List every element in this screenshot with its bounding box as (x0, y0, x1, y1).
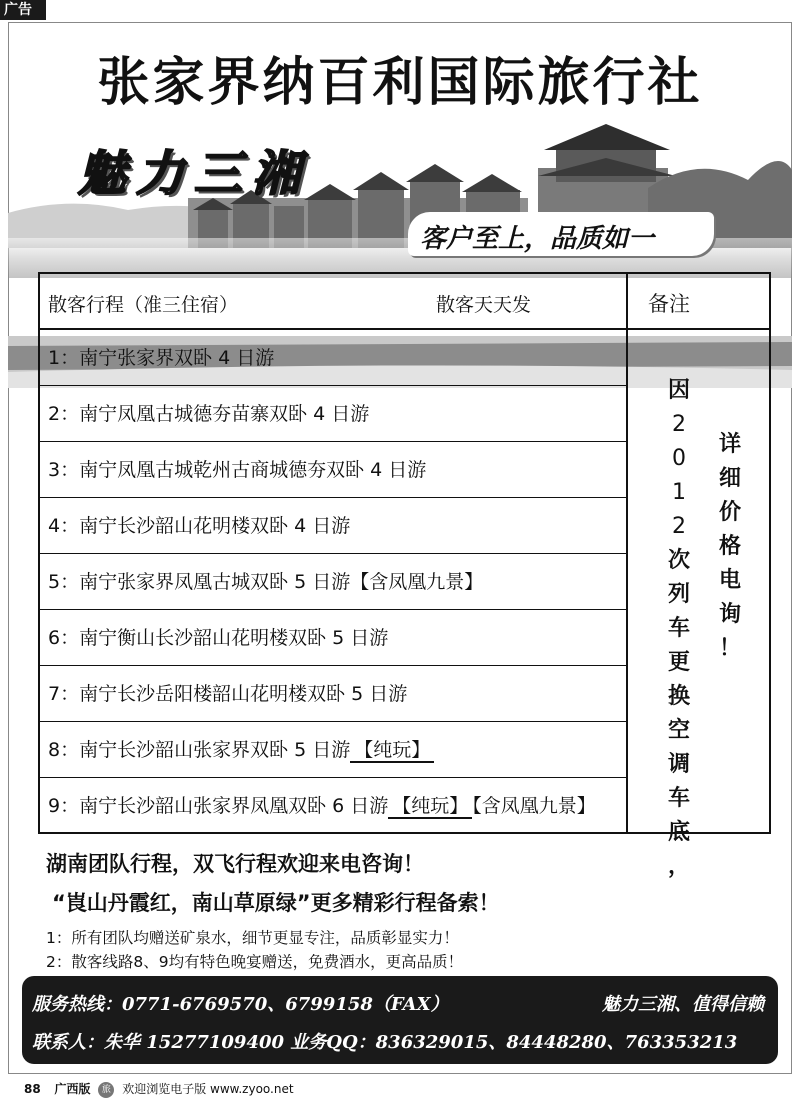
contact-panel (22, 976, 778, 1064)
remark-char: 因 (667, 378, 690, 403)
remark-char: 细 (718, 466, 741, 491)
remark-char: 空 (667, 718, 690, 743)
table-row (40, 610, 626, 666)
table-row (40, 386, 626, 442)
row-tag-pure-tour: 【纯玩】 (388, 795, 472, 819)
remark-char: 价 (718, 500, 741, 525)
remark-char: 2 (672, 514, 686, 539)
row-text: 9：南宁长沙韶山张家界凤凰双卧 6 日游 (48, 795, 389, 817)
table-row (40, 554, 626, 610)
table-row (40, 330, 626, 386)
remark-char: 格 (718, 534, 741, 559)
row-text: 8：南宁长沙韶山张家界双卧 5 日游 (48, 739, 351, 761)
table-header (40, 274, 769, 330)
remark-char: ！ (718, 636, 741, 661)
table-row (40, 498, 626, 554)
perk-item: 2：散客线路8、9均有特色晚宴赠送，免费酒水，更高品质！ (46, 953, 464, 971)
table-row (40, 666, 626, 722)
row-tag-extra: 【含凤凰九景】 (472, 795, 596, 817)
table-row (40, 722, 626, 778)
agency-title: 张家界纳百利国际旅行社 (97, 52, 703, 113)
table-row (40, 442, 626, 498)
row-text: 2：南宁凤凰古城德夯苗寨双卧 4 日游 (48, 403, 370, 425)
edition-label: 广西版 (54, 1082, 91, 1096)
remark-char: ， (667, 854, 690, 879)
row-text: 1：南宁张家界双卧 4 日游 (48, 347, 275, 369)
table-row (40, 778, 626, 834)
row-text: 4：南宁长沙韶山花明楼双卧 4 日游 (48, 515, 351, 537)
contact-person: 联系人：朱华 15277109400 业务QQ：836329015、84448280、763353213 (32, 1032, 738, 1053)
remark-column-train (664, 374, 694, 884)
header-itinerary: 散客行程（准三住宿） (48, 294, 239, 316)
row-text: 6：南宁衡山长沙韶山花明楼双卧 5 日游 (48, 627, 389, 649)
row-text: 5：南宁张家界凤凰古城双卧 5 日游【含凤凰九景】 (48, 571, 484, 593)
page-footer (24, 1080, 294, 1098)
slogan-main: 魅力三湘 (78, 146, 311, 202)
remark-char: 0 (672, 446, 686, 471)
row-text: 7：南宁长沙岳阳楼韶山花明楼双卧 5 日游 (48, 683, 408, 705)
remark-char: 详 (718, 432, 741, 457)
remark-char: 调 (667, 752, 690, 777)
perk-item: 1：所有团队均赠送矿泉水，细节更显专注，品质彰显实力！ (46, 929, 459, 947)
remark-char: 换 (667, 684, 690, 709)
remark-char: 车 (667, 786, 690, 811)
remark-char: 询 (718, 602, 741, 627)
column-divider (626, 274, 628, 832)
row-text: 3：南宁凤凰古城乾州古商城德夯双卧 4 日游 (48, 459, 427, 481)
slogan-sub: 客户至上，品质如一 (420, 224, 655, 254)
service-hotline: 服务热线：0771-6769570、6799158（FAX） (32, 994, 449, 1015)
remark-char: 电 (718, 568, 741, 593)
remark-char: 次 (667, 548, 690, 573)
remark-char: 2 (672, 412, 686, 437)
ad-tag: 广告 (0, 0, 46, 20)
footer-text: 欢迎浏览电子版 www.zyoo.net (122, 1082, 294, 1096)
remark-char: 底 (667, 820, 690, 845)
more-itineraries-notice: “崀山丹霞红，南山草原绿”更多精彩行程备索！ (52, 891, 500, 915)
row-tag-pure-tour: 【纯玩】 (350, 739, 434, 763)
remark-char: 更 (667, 650, 690, 675)
remark-char: 车 (667, 616, 690, 641)
page-number: 88 (24, 1082, 41, 1096)
magazine-logo-icon: 旅 (98, 1082, 114, 1098)
header-daily-departure: 散客天天发 (436, 294, 532, 316)
remark-char: 列 (667, 582, 690, 607)
remark-char: 1 (672, 480, 686, 505)
header-remarks: 备注 (648, 292, 690, 316)
trust-motto: 魅力三湘、值得信赖 (602, 994, 764, 1015)
remark-column-price (715, 428, 745, 666)
group-tour-notice: 湖南团队行程，双飞行程欢迎来电咨询！ (46, 852, 424, 876)
